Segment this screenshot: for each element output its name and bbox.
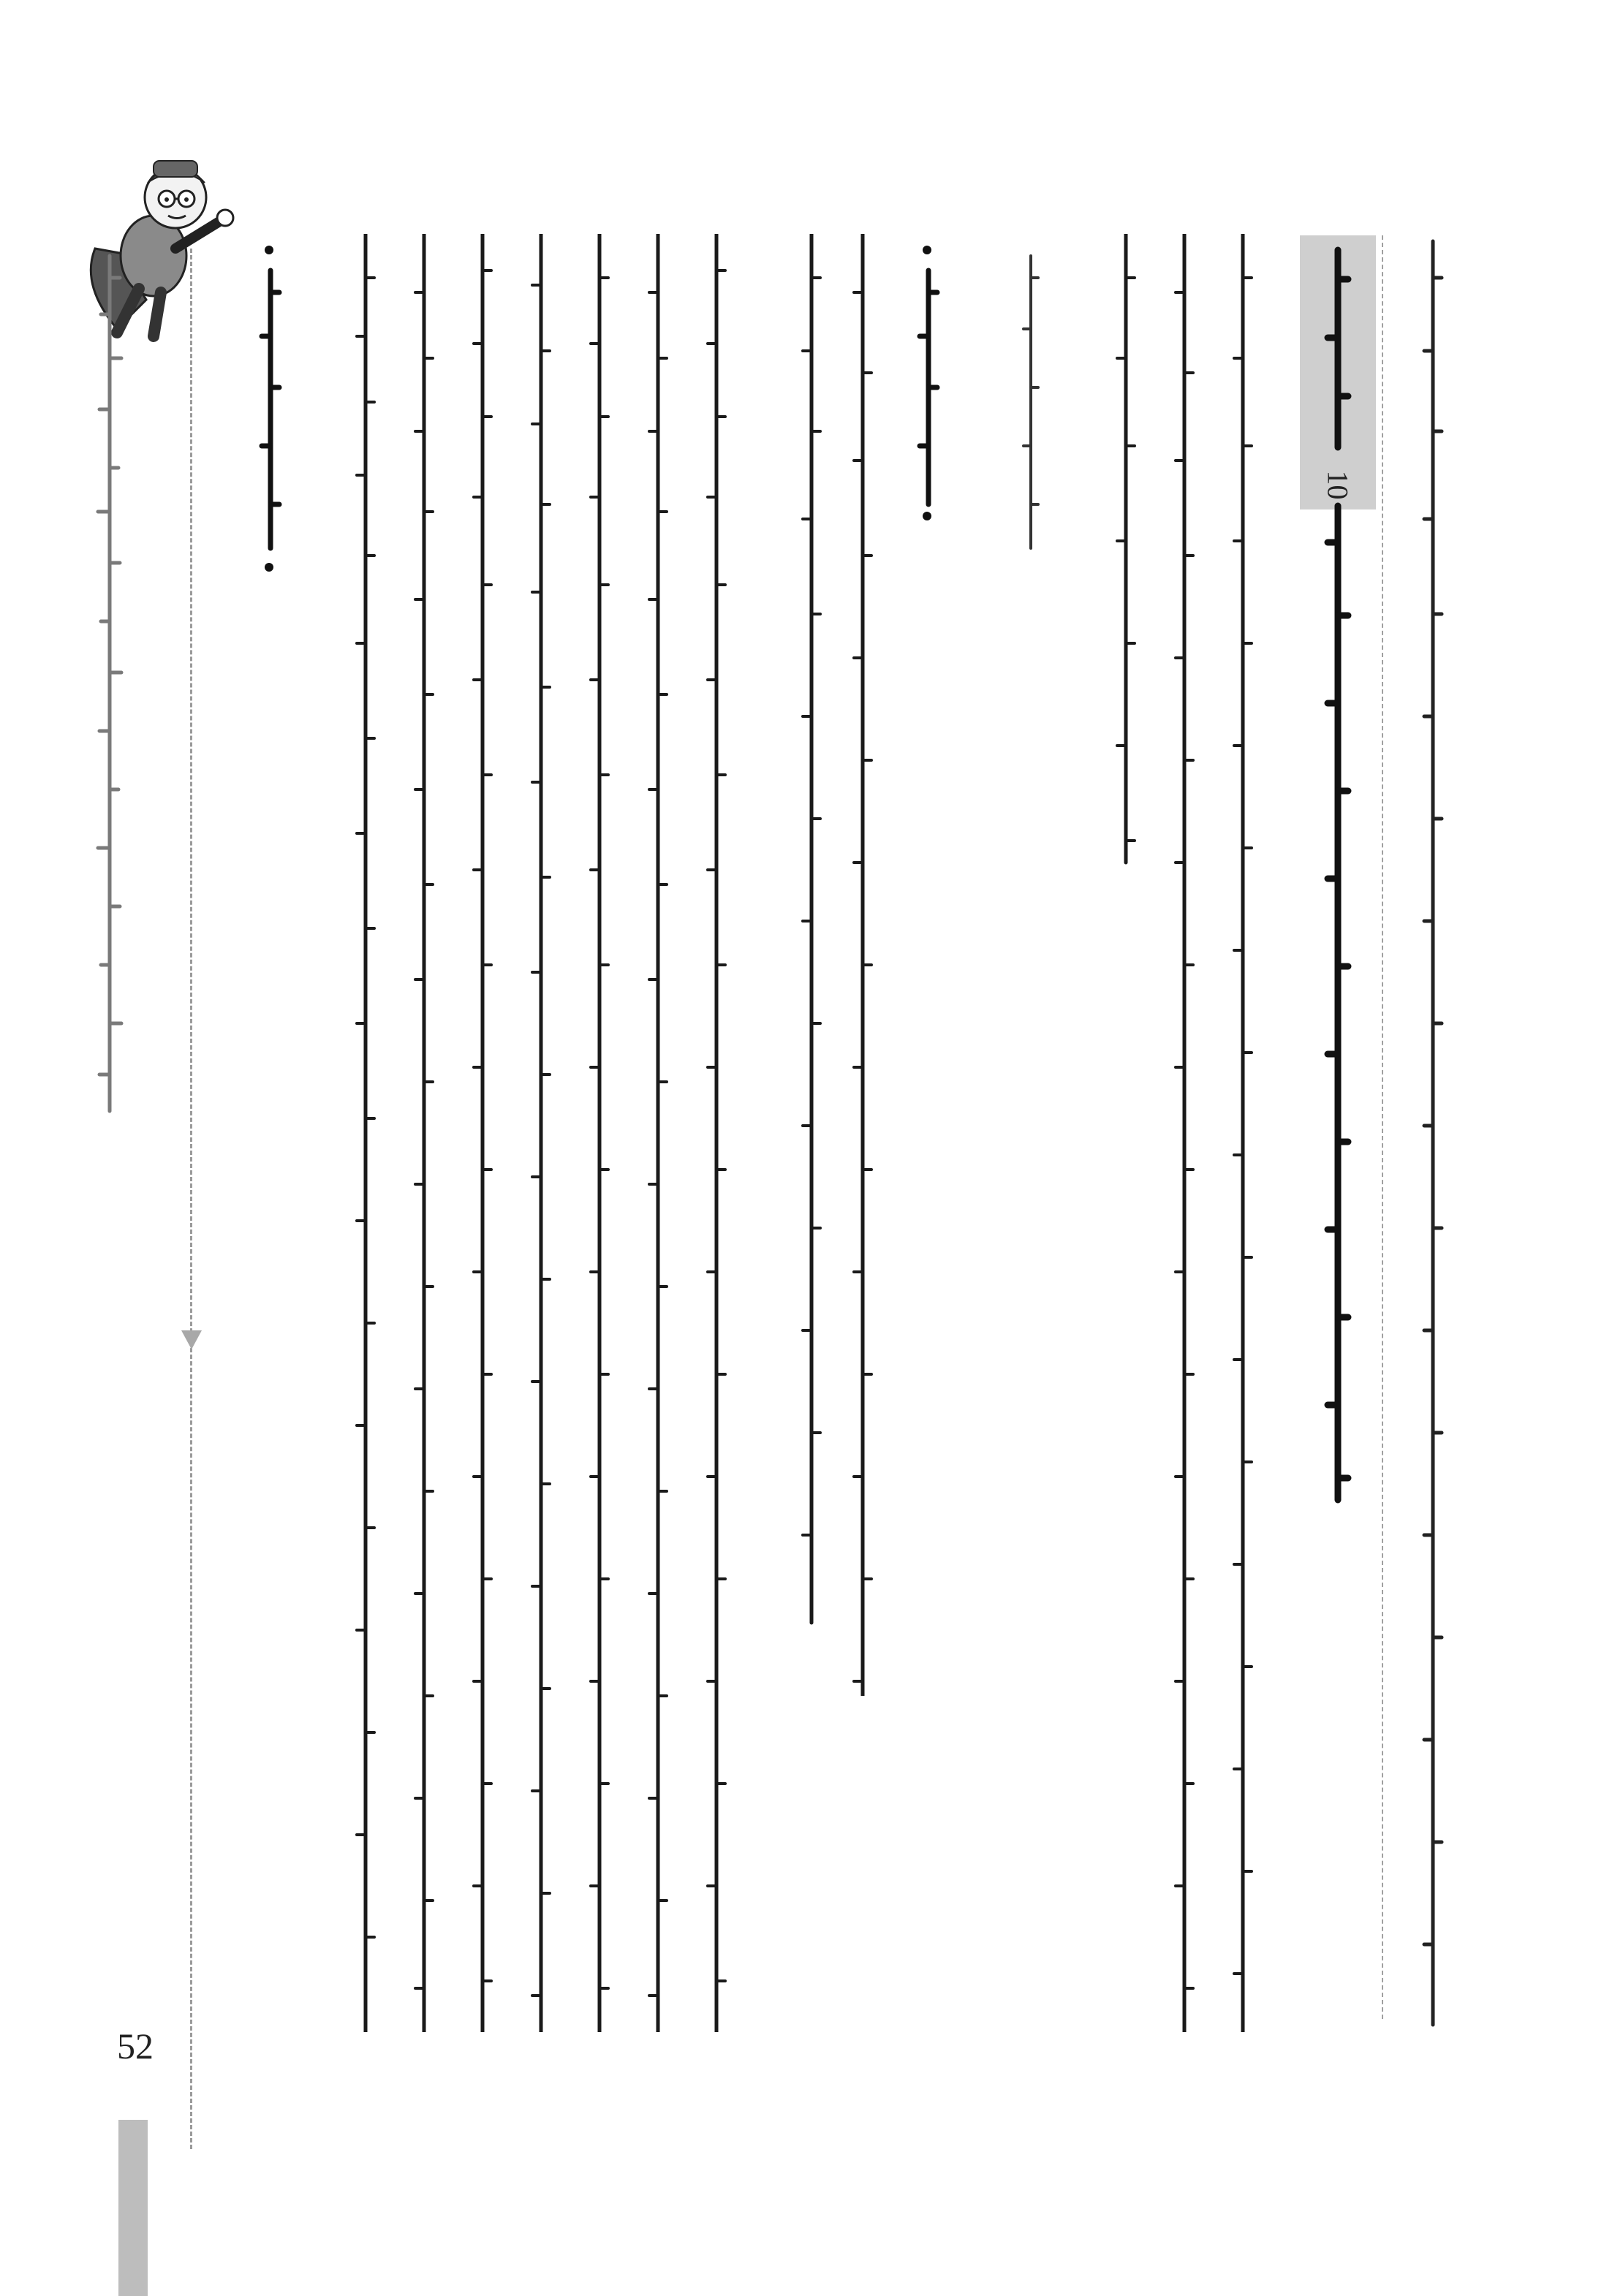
citation-text bbox=[1016, 249, 1045, 556]
body-text-block bbox=[351, 234, 760, 2032]
body-text-block bbox=[797, 234, 877, 1696]
bullet-marker bbox=[923, 246, 931, 254]
page-number: 52 bbox=[117, 2026, 154, 2066]
header-rule bbox=[1382, 235, 1383, 2019]
arrow-marker-icon bbox=[181, 1330, 202, 1349]
bullet-marker bbox=[923, 512, 931, 520]
bullet-marker bbox=[265, 563, 273, 572]
bullet-marker bbox=[265, 246, 273, 254]
section-number: 10 bbox=[1321, 470, 1355, 500]
intro-text-block bbox=[1111, 234, 1257, 2032]
chapter-intro-text bbox=[1411, 234, 1455, 2032]
running-head-text bbox=[88, 249, 132, 1126]
running-head-rule bbox=[190, 249, 192, 2149]
bullet-item-text bbox=[256, 263, 285, 556]
bullet-item-text bbox=[914, 263, 943, 512]
section-title bbox=[1316, 235, 1360, 1515]
